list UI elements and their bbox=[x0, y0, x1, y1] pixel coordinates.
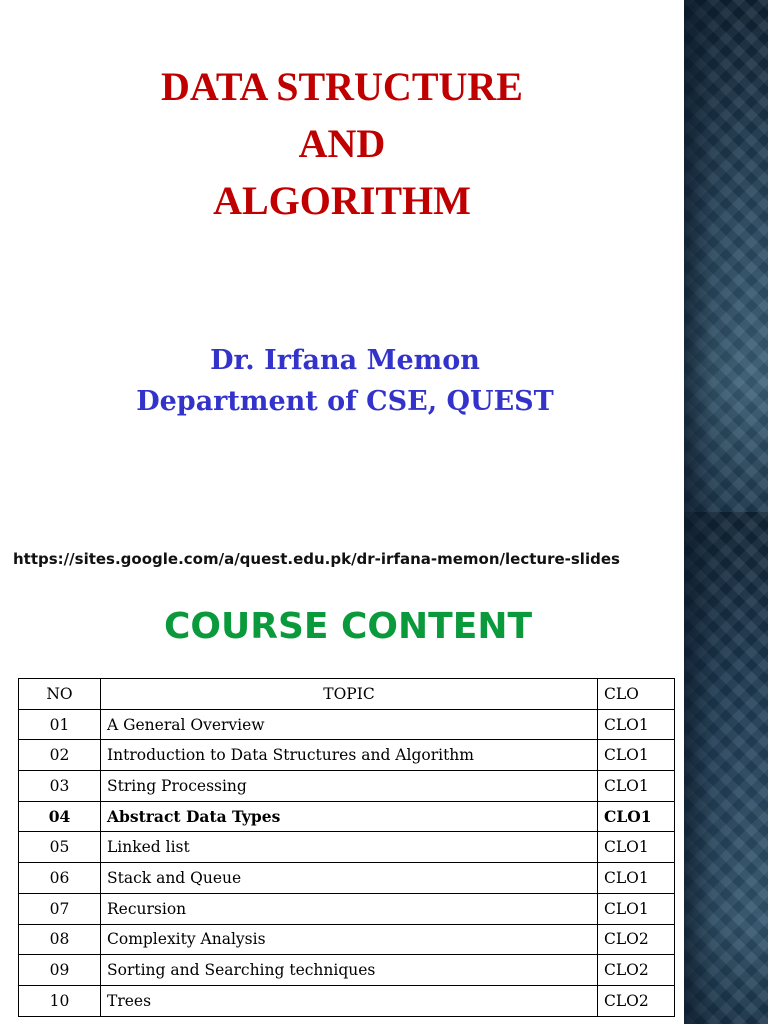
row-no: 09 bbox=[19, 955, 101, 986]
table-row bbox=[19, 801, 675, 832]
row-no: 07 bbox=[19, 893, 101, 924]
row-no: 03 bbox=[19, 771, 101, 802]
row-topic: Sorting and Searching techniques bbox=[101, 955, 598, 986]
row-no: 05 bbox=[19, 832, 101, 863]
row-clo: CLO1 bbox=[598, 863, 675, 894]
table-row bbox=[19, 863, 675, 894]
row-clo: CLO1 bbox=[598, 801, 675, 832]
course-content-table bbox=[18, 678, 675, 1017]
row-clo: CLO1 bbox=[598, 709, 675, 740]
table-row bbox=[19, 893, 675, 924]
title-line-2: AND bbox=[298, 121, 386, 166]
row-topic: Stack and Queue bbox=[101, 863, 598, 894]
table-row bbox=[19, 985, 675, 1016]
row-topic: Recursion bbox=[101, 893, 598, 924]
row-no: 06 bbox=[19, 863, 101, 894]
row-topic: Introduction to Data Structures and Algorithm bbox=[101, 740, 598, 771]
table-row bbox=[19, 771, 675, 802]
header-no: NO bbox=[19, 679, 101, 710]
table-row bbox=[19, 709, 675, 740]
row-topic: Trees bbox=[101, 985, 598, 1016]
table-row bbox=[19, 955, 675, 986]
lecture-slides-url[interactable]: https://sites.google.com/a/quest.edu.pk/dr-irfana-memon/lecture-slides bbox=[13, 550, 620, 568]
row-no: 08 bbox=[19, 924, 101, 955]
course-content-title: COURSE CONTENT bbox=[163, 606, 532, 647]
department-name: Department of CSE, QUEST bbox=[136, 386, 554, 417]
table-row bbox=[19, 832, 675, 863]
decorative-side-band bbox=[684, 0, 768, 512]
table-row bbox=[19, 740, 675, 771]
header-topic: TOPIC bbox=[101, 679, 598, 710]
table-header-row bbox=[19, 679, 675, 710]
author-name: Dr. Irfana Memon bbox=[210, 345, 480, 376]
decorative-side-band bbox=[684, 512, 768, 1024]
table-row bbox=[19, 924, 675, 955]
row-topic: Linked list bbox=[101, 832, 598, 863]
row-no: 02 bbox=[19, 740, 101, 771]
row-clo: CLO1 bbox=[598, 832, 675, 863]
row-clo: CLO2 bbox=[598, 924, 675, 955]
row-topic: String Processing bbox=[101, 771, 598, 802]
row-topic: Abstract Data Types bbox=[101, 801, 598, 832]
title-line-3: ALGORITHM bbox=[213, 178, 471, 223]
author-info bbox=[0, 340, 690, 422]
row-no: 04 bbox=[19, 801, 101, 832]
row-clo: CLO1 bbox=[598, 740, 675, 771]
row-clo: CLO1 bbox=[598, 893, 675, 924]
row-clo: CLO2 bbox=[598, 985, 675, 1016]
row-clo: CLO1 bbox=[598, 771, 675, 802]
row-no: 01 bbox=[19, 709, 101, 740]
title-line-1: DATA STRUCTURE bbox=[161, 64, 523, 109]
row-clo: CLO2 bbox=[598, 955, 675, 986]
row-topic: Complexity Analysis bbox=[101, 924, 598, 955]
slide-title bbox=[0, 58, 684, 229]
row-topic: A General Overview bbox=[101, 709, 598, 740]
row-no: 10 bbox=[19, 985, 101, 1016]
header-clo: CLO bbox=[598, 679, 675, 710]
